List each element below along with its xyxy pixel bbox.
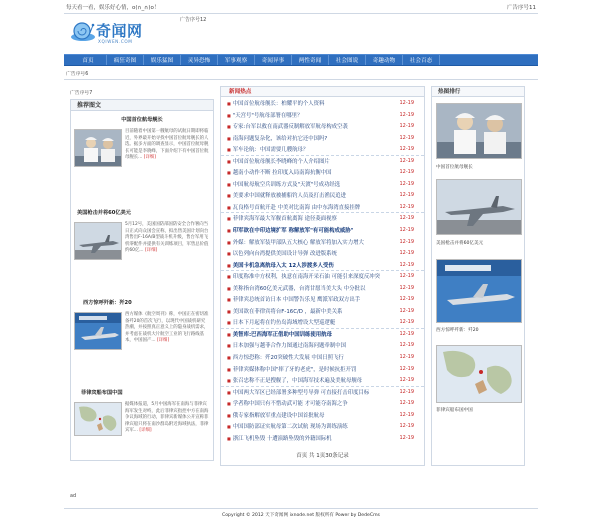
nav-item-society-pics[interactable]: 社会图说: [329, 55, 366, 65]
news-item[interactable]: [221, 375, 424, 387]
site-footer: Copyright © 2012 天下奇闻网 ixnode.net 版权所有 Power by DedeCms: [64, 508, 538, 520]
bullet-icon: ■: [227, 274, 231, 280]
news-date: 12-19: [399, 319, 414, 326]
news-title[interactable]: 中国航母航空兵训练方式及"天渡"号成功经选: [232, 181, 341, 188]
recommended-title: 推荐图文: [71, 100, 213, 111]
bullet-icon: ■: [227, 435, 231, 441]
news-item[interactable]: [221, 167, 424, 179]
news-title[interactable]: "天宫号"号航母部署在哪里？: [232, 112, 303, 119]
nav-item-entertainment[interactable]: 娱乐猛图: [144, 55, 181, 65]
more-link[interactable]: [详细]: [144, 248, 158, 254]
news-date: 12-19: [399, 227, 414, 234]
news-date: 12-19: [399, 111, 414, 118]
news-title[interactable]: 日本加强与越菲合作力图通过南海问题牵制中国: [232, 343, 346, 350]
news-date: 12-19: [399, 134, 414, 141]
news-title[interactable]: 印军欲在中印边境扩军 称解放军"有可能构成威胁": [232, 228, 354, 235]
news-item[interactable]: [221, 283, 424, 295]
news-title[interactable]: 美国欲在菲律宾将台F-16C/D ，最新中美关系: [232, 308, 343, 315]
news-date: 12-19: [399, 307, 414, 314]
hot-pics-title: 热图排行: [432, 87, 524, 97]
nav-item-oddities[interactable]: 奇闻异事: [255, 55, 292, 65]
more-link[interactable]: [详细]: [139, 428, 152, 434]
news-date: 12-19: [399, 169, 414, 176]
news-title[interactable]: 菲律宾海军最大军舰首航离海 途径菱面视察: [232, 216, 337, 223]
divider: [64, 79, 538, 80]
news-date: 12-19: [399, 203, 414, 210]
news-title[interactable]: 瓦良格号首航开赴 中美对比南海 由中东海湾直接挂牌: [232, 204, 361, 211]
bullet-icon: ■: [227, 193, 231, 199]
news-date: 12-19: [399, 377, 414, 384]
news-date: 12-19: [399, 434, 414, 441]
news-title[interactable]: 专家:台军以救在南武器反制解放军航母构成空袭: [232, 124, 348, 131]
hot-news-title: 新闻热点: [221, 87, 424, 97]
news-item[interactable]: [221, 144, 424, 156]
news-title[interactable]: 南海问题复杂化，该给对抗它还中国吗?: [232, 135, 328, 142]
news-item[interactable]: [221, 260, 424, 272]
ad-slot-left: 广告序号7: [70, 91, 93, 96]
bullet-icon: ■: [227, 412, 231, 418]
hot-pic-caption[interactable]: 西方惊呼歼新：歼20: [436, 328, 479, 333]
hot-pics-panel: [431, 86, 525, 466]
news-item[interactable]: [221, 340, 424, 352]
bullet-icon: ■: [227, 158, 231, 164]
news-date: 12-19: [399, 296, 414, 303]
bullet-icon: ■: [227, 262, 231, 268]
news-item[interactable]: [221, 237, 424, 249]
j20-poster-photo[interactable]: [74, 312, 122, 350]
nav-item-home[interactable]: 首页: [70, 55, 107, 65]
bullet-icon: ■: [227, 147, 231, 153]
nav-item-relationships[interactable]: 两性奇闻: [292, 55, 329, 65]
bullet-icon: ■: [227, 366, 231, 372]
news-date: 12-19: [399, 354, 414, 361]
news-date: 12-19: [399, 400, 414, 407]
news-date: 12-19: [399, 365, 414, 372]
news-title[interactable]: 美国卡机急离航母入太 12人涉渡多人受伤: [232, 262, 334, 269]
ad-slot-header: 广告序号12: [180, 17, 207, 23]
news-item[interactable]: [221, 398, 424, 410]
news-date: 12-19: [399, 215, 414, 222]
carrier-captain-thumb[interactable]: [436, 103, 522, 159]
news-item[interactable]: [221, 213, 424, 225]
news-item[interactable]: [221, 329, 424, 341]
news-item[interactable]: [221, 190, 424, 202]
bullet-icon: ■: [227, 216, 231, 222]
news-item[interactable]: [221, 352, 424, 364]
news-title[interactable]: 日本下月起将在钓鱼岛海域增设大型巡逻艇: [232, 320, 336, 327]
news-item[interactable]: [221, 121, 424, 133]
news-item[interactable]: [221, 421, 424, 433]
news-date: 12-19: [399, 273, 414, 280]
news-item[interactable]: [221, 98, 424, 110]
news-date: 12-19: [399, 180, 414, 187]
bullet-icon: ■: [227, 124, 231, 130]
news-list: [221, 98, 424, 444]
news-title[interactable]: 中国国防部证实航母第二次试航 现场为训练演练: [232, 424, 348, 431]
news-title[interactable]: 越南小动作不断 拉印度入局南海抗衡中国: [232, 170, 332, 177]
news-item[interactable]: [221, 294, 424, 306]
news-date: 12-19: [399, 261, 414, 268]
news-item[interactable]: [221, 202, 424, 214]
bullet-icon: ■: [227, 181, 231, 187]
news-date: 12-19: [399, 250, 414, 257]
bullet-icon: ■: [227, 424, 231, 430]
news-title[interactable]: 中国首位航母舰长李晓峰的个人介绍图片: [232, 158, 330, 165]
news-title[interactable]: 中国两大军区已经部署多种型号导弹 可直接打击印度目标: [232, 389, 370, 396]
news-title[interactable]: 学者称中国只有不惜动武可能 才可能夺南海之争: [232, 401, 348, 408]
news-item[interactable]: [221, 225, 424, 237]
news-title[interactable]: 以色列向台湾提供美国设计导弹 改进版系统: [232, 251, 337, 258]
news-title[interactable]: 美称指台湾60亿美元武器，台湾甘愿当美大头 中分批以: [232, 285, 366, 292]
news-title[interactable]: 美智库:巴西海军正借助中国训练使用航母: [232, 331, 332, 338]
news-date: 12-19: [399, 100, 414, 106]
news-title[interactable]: 张召忠称不正是搜舰了，中国海军技术遍及美航母舰母: [232, 378, 363, 385]
more-link[interactable]: [详细]: [156, 338, 170, 344]
bullet-icon: ■: [227, 320, 231, 326]
bullet-icon: ■: [227, 401, 231, 407]
bullet-icon: ■: [227, 170, 231, 176]
news-title[interactable]: 浙江飞机坠毁 十遭演路坠毁的外籍国际机: [232, 435, 332, 442]
bullet-icon: ■: [227, 112, 231, 118]
fighter-jet-photo[interactable]: [74, 222, 122, 260]
news-item[interactable]: [221, 271, 424, 283]
snail-logo-icon: [70, 20, 96, 42]
news-date: 12-19: [399, 342, 414, 349]
nav-item-animals[interactable]: 奇趣动物: [366, 55, 403, 65]
site-slogan: 每天看一看，娱乐好心情，o(∩_∩)o！: [66, 5, 160, 11]
news-title[interactable]: 外媒：解放军装甲部队五大核心 解放军将加入实力增大: [232, 239, 364, 246]
nav-item-military[interactable]: 军事观察: [218, 55, 255, 65]
hot-pic-caption[interactable]: 中国首位航母舰长: [436, 165, 473, 170]
news-item[interactable]: [221, 410, 424, 422]
carrier-captain-photo[interactable]: [74, 129, 122, 167]
site-header: [64, 14, 538, 54]
recommended-item-title[interactable]: 西方惊呼歼新：歼20: [83, 300, 132, 306]
bullet-icon: ■: [227, 297, 231, 303]
news-title[interactable]: 西方惊恐称：歼20突破性大发展 中国日照飞行: [232, 355, 344, 362]
ad-slot-footer: ad: [70, 494, 76, 499]
recommended-item-desc: 目前随着中国第一艘航母的试航日期即将临近，外界最开始寻找中国首位航母舰长的人选。据多方面的调查显示，中国首位航母舰长可能是李晓峰，下面介绍下有中国首位航母舰长... [详细]: [125, 129, 209, 161]
news-date: 12-19: [399, 238, 414, 245]
recommended-item-title[interactable]: 中国首位航母舰长: [121, 117, 163, 123]
bullet-icon: ■: [227, 389, 231, 395]
site-domain: XQIWEN.COM: [98, 39, 133, 44]
bullet-icon: ■: [227, 331, 231, 337]
bullet-icon: ■: [227, 228, 231, 234]
news-item[interactable]: [221, 179, 424, 191]
bullet-icon: ■: [227, 239, 231, 245]
news-title[interactable]: 军车论航：中国需要几艘航母？: [232, 147, 309, 154]
news-item[interactable]: [221, 156, 424, 168]
bullet-icon: ■: [227, 355, 231, 361]
recommended-item-desc: 据媒体报道，5月中国海军在南海与菲律宾海军发生对峙，此后菲律宾指控中方在南海争议海域的行动，菲律宾新媒体公开宣称菲律宾船只将在南沙群岛附近海域执法，菲律宾军... [详细]: [125, 402, 209, 434]
recommended-item-desc: 西方媒体《航空周刊》称，中国正在密切准备歼20的首次飞行，以现代中国战机研究热潮，并按照真正意义上的隐身战机需求，并考虑在战机大片航空工业的飞行路线基本，中国国产... [详细]: [125, 312, 209, 344]
news-title[interactable]: 美要求中国就释放被捕船钓人员及打击渔民追进: [232, 193, 346, 200]
news-item[interactable]: [221, 110, 424, 122]
news-date: 12-19: [399, 192, 414, 199]
news-item[interactable]: [221, 433, 424, 445]
news-title[interactable]: 菲律宾总统首访日本 中国警告乐见 鹰派军政双方出手: [232, 297, 361, 304]
nav-item-supernatural[interactable]: 灵异恐怖: [181, 55, 218, 65]
news-date: 12-19: [399, 330, 414, 337]
news-date: 12-19: [399, 284, 414, 291]
news-item[interactable]: [221, 317, 424, 329]
bullet-icon: ■: [227, 308, 231, 314]
bullet-icon: ■: [227, 285, 231, 291]
recommended-item-title[interactable]: 美国枪击并将60亿美元: [77, 210, 131, 216]
news-title[interactable]: 菲律宾媒体称中国"摔了牙的老虎"，是时候抗拒开罚: [232, 366, 357, 373]
bullet-icon: ■: [227, 251, 231, 257]
news-date: 12-19: [399, 123, 414, 130]
nav-item-crazy-pics[interactable]: 疯狂奇图: [107, 55, 144, 65]
news-date: 12-19: [399, 146, 414, 153]
recommended-panel: [70, 99, 214, 461]
map-photo[interactable]: [74, 402, 122, 436]
news-title[interactable]: 俄专家指解放军重点建设中国首批航母: [232, 412, 325, 419]
fighter-jet-thumb[interactable]: [436, 179, 522, 235]
recommended-item-desc: 5月12号，美国国防部国防安全合作署向当日正式向众国会宣称，拟出售美国计划向台湾售出F-16A/B型战斗机升级，售台军用飞机零配件并提供有关训练项目，军售总价值约60亿... [详细]: [125, 222, 209, 254]
recommended-item-title[interactable]: 菲律宾船布国中国: [81, 390, 123, 396]
bullet-icon: ■: [227, 343, 231, 349]
bullet-icon: ■: [227, 135, 231, 141]
j20-poster-thumb[interactable]: [436, 259, 522, 323]
map-thumb[interactable]: [436, 345, 522, 403]
site-brand-name: 奇闻网: [96, 22, 143, 40]
hot-pic-caption[interactable]: 菲律宾船布国中国: [436, 408, 473, 413]
news-date: 12-19: [399, 423, 414, 430]
ad-slot-top: 广告序号11: [507, 5, 536, 11]
pagination[interactable]: 首页 共 1页30条记录: [296, 453, 349, 459]
breadcrumb: 广告序号6: [66, 72, 89, 77]
top-bar: [64, 0, 538, 13]
hot-pic-caption[interactable]: 美国枪击并将60亿美元: [436, 241, 484, 246]
news-date: 12-19: [399, 157, 414, 164]
news-date: 12-19: [399, 388, 414, 395]
bullet-icon: ■: [227, 101, 231, 106]
news-title[interactable]: 中国首位航母舰长：柏耀平的个人资料: [232, 101, 325, 107]
more-link[interactable]: [详细]: [143, 155, 156, 161]
news-date: 12-19: [399, 411, 414, 418]
site-logo[interactable]: [70, 18, 150, 48]
news-item[interactable]: [221, 364, 424, 376]
bullet-icon: ■: [227, 378, 231, 384]
hot-news-panel: [220, 86, 425, 466]
news-item[interactable]: [221, 387, 424, 399]
news-item[interactable]: [221, 248, 424, 260]
news-item[interactable]: [221, 133, 424, 145]
news-title[interactable]: 印度称准中方权利，执意在南海开采石油 可能引来深度反冲突: [232, 274, 381, 281]
main-nav: [64, 54, 538, 66]
news-item[interactable]: [221, 306, 424, 318]
bullet-icon: ■: [227, 204, 231, 210]
nav-item-society[interactable]: 社会百态: [403, 55, 440, 65]
